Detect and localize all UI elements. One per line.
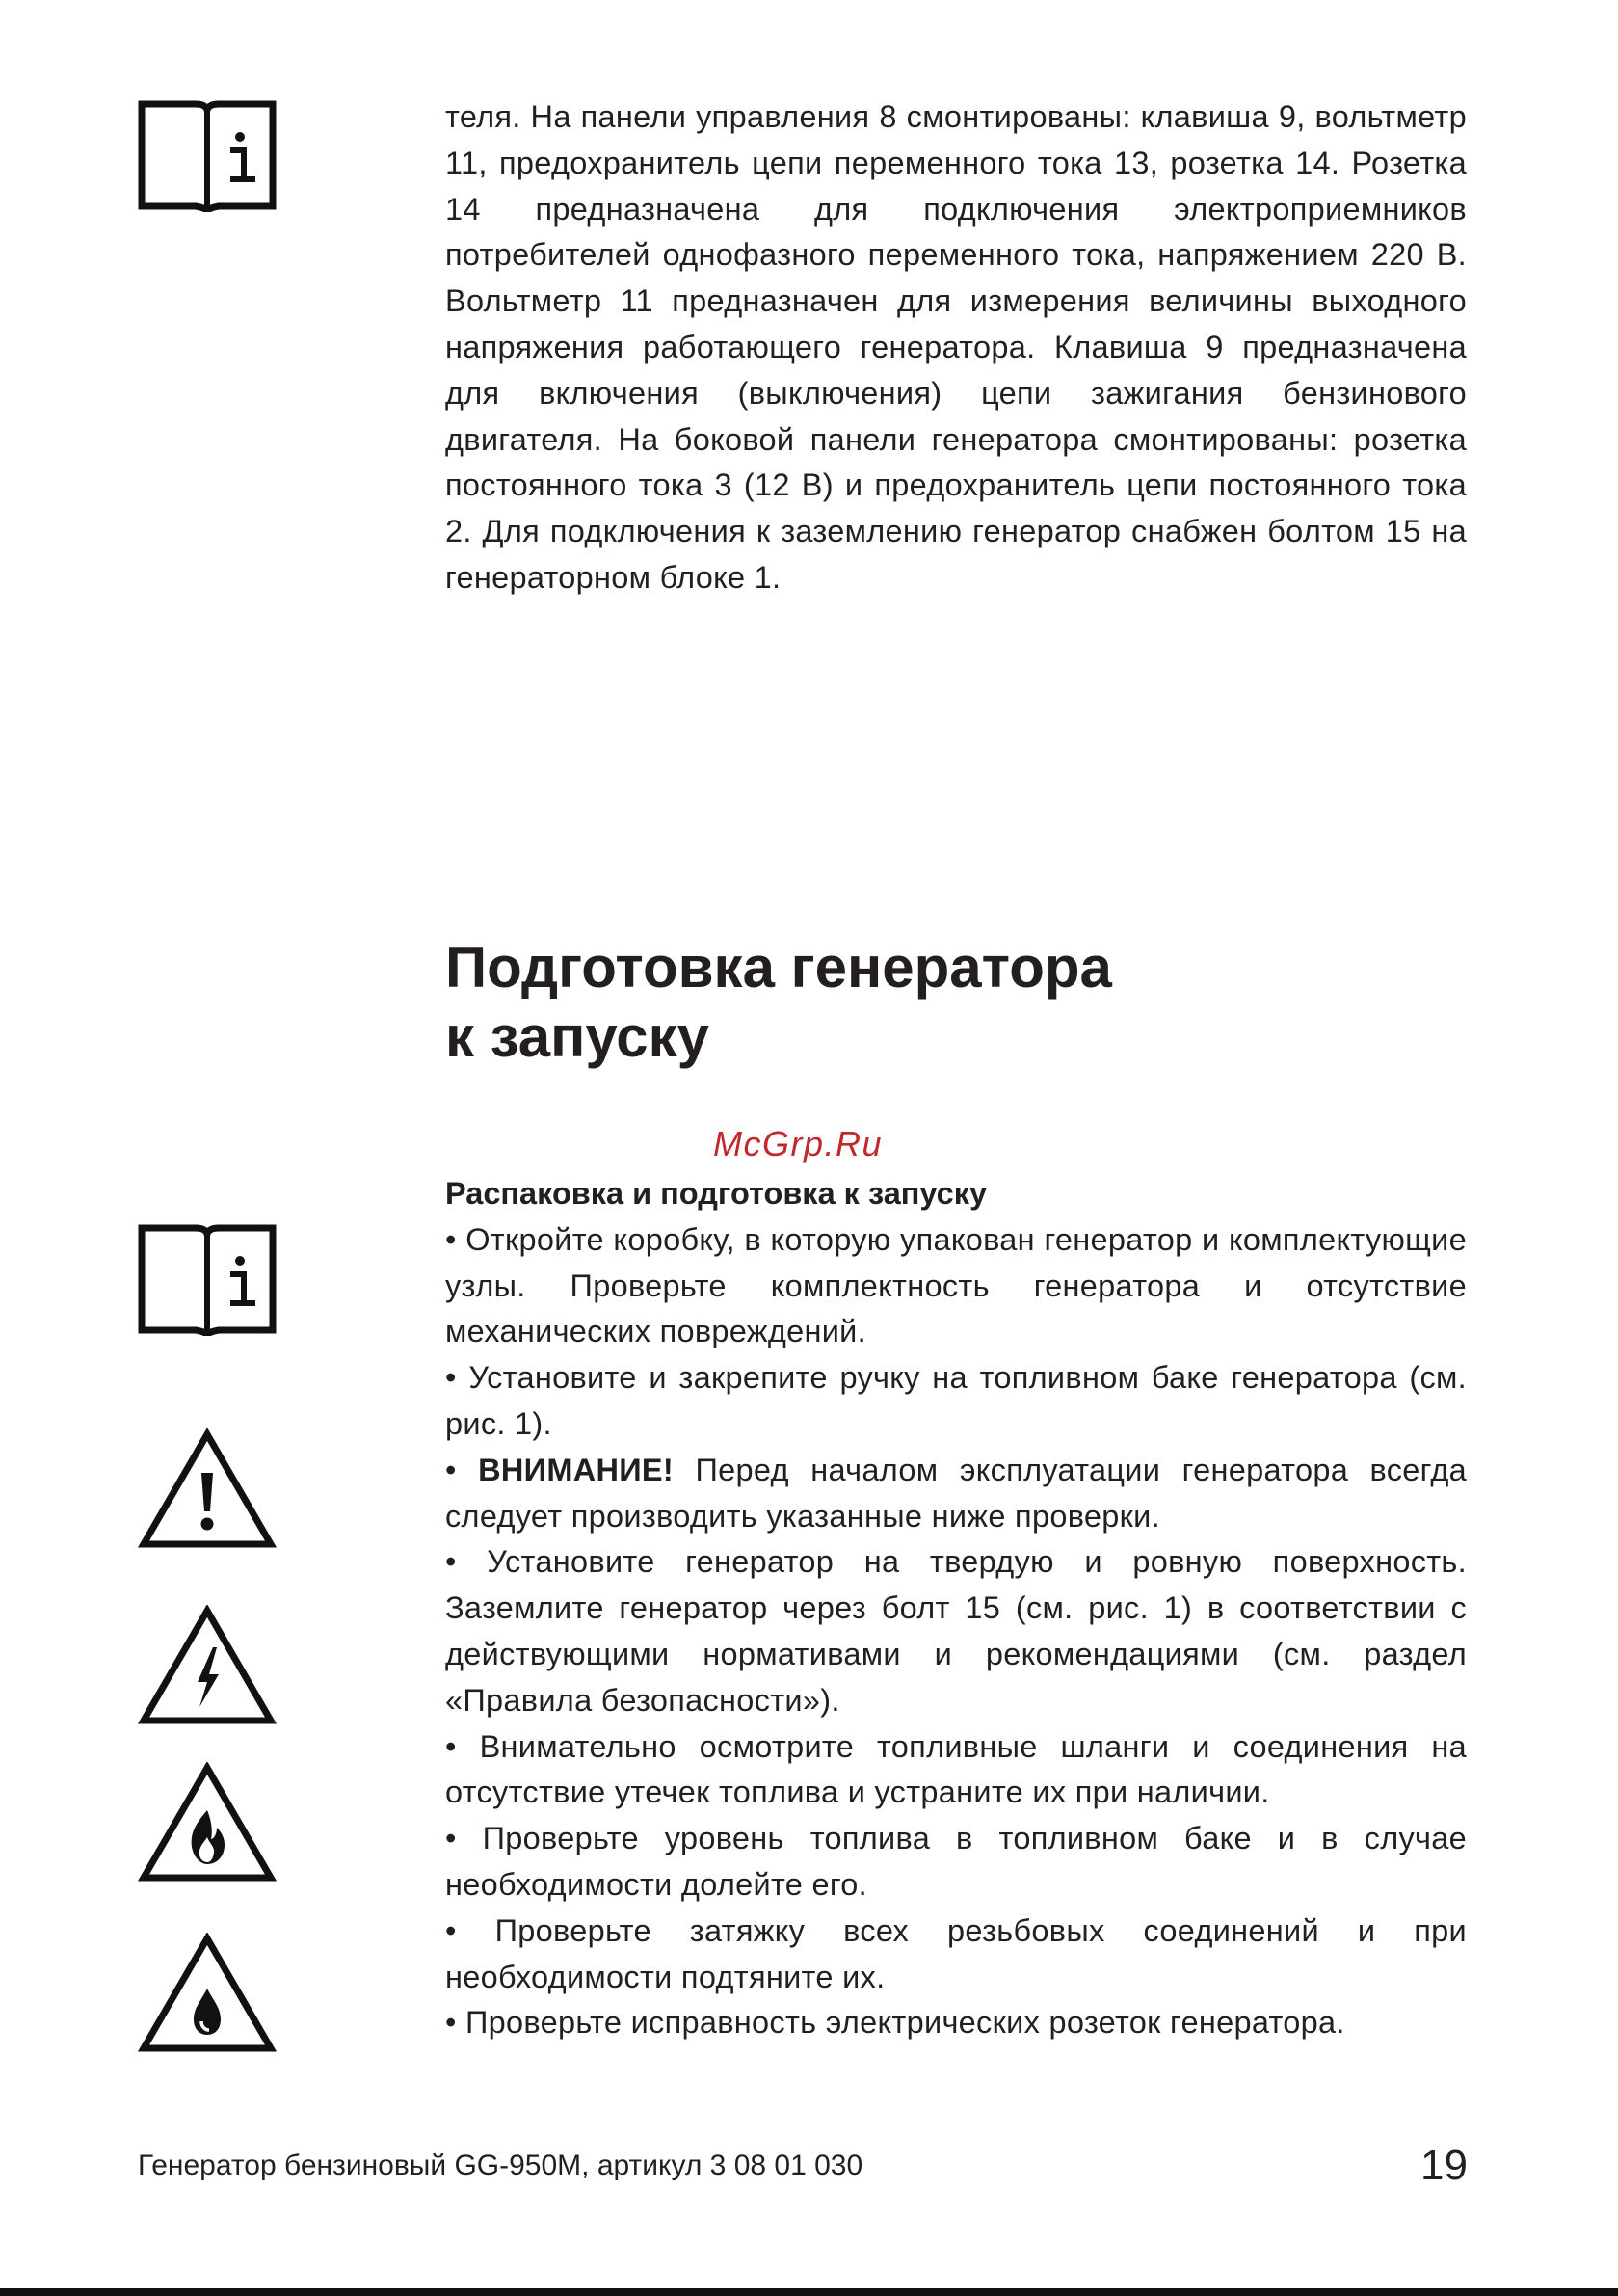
bullet-marker: • bbox=[445, 1452, 479, 1487]
fuel-drop-hazard-icon bbox=[138, 1933, 277, 2054]
bullet-marker: • bbox=[445, 1821, 483, 1856]
list-item bbox=[445, 2000, 1467, 2046]
list-item bbox=[445, 1539, 1467, 1723]
list-item-text: Откройте коробку, в которую упакован генератор и комплектующие узлы. Проверьте комплектность генератора и отсутствие механических повреждений. bbox=[445, 1221, 1467, 1349]
section-title-line-1: Подготовка генератора bbox=[445, 935, 1112, 1000]
list-item bbox=[445, 1816, 1467, 1909]
footer-product: Генератор бензиновый GG-950M, артикул 3 08 01 030 bbox=[138, 2149, 863, 2181]
list-item bbox=[445, 1724, 1467, 1817]
electric-hazard-icon bbox=[138, 1605, 277, 1726]
intro-paragraph: теля. На панели управления 8 смонтированы: клавиша 9, вольтметр 11, предохранитель цепи переменного тока 13, розетка 14. Розетка 14 предназначена для подключения электроприемников потребителей однофазного переменного тока, напряжением 220 В. Вольтметр 11 предназначен для измерения величины выходного напряжения работающего генератора. Клавиша 9 предназначена для включения (выключения) цепи зажигания бензинового двигателя. На боковой панели генератора смонтированы: розетка постоянного тока 3 (12 В) и предохранитель цепи постоянного тока 2. Для подключения к заземлению генератор снабжен болтом 15 на генераторном блоке 1. bbox=[445, 99, 1467, 595]
list-item bbox=[445, 1355, 1467, 1448]
fire-hazard-icon bbox=[138, 1762, 277, 1883]
info-book-icon bbox=[138, 1224, 277, 1336]
page-number: 19 bbox=[1420, 2142, 1468, 2189]
list-item-text: Проверьте исправность электрических розеток генератора. bbox=[465, 2005, 1345, 2041]
watermark: McGrp.Ru bbox=[713, 1124, 884, 1163]
bullet-marker: • bbox=[445, 1221, 466, 1257]
list-item-text: Установите и закрепите ручку на топливном баке генератора (см. рис. 1). bbox=[445, 1360, 1467, 1441]
bullet-marker: • bbox=[445, 1912, 495, 1948]
warning-exclamation-icon bbox=[138, 1428, 277, 1550]
list-item-text: Проверьте уровень топлива в топливном баке и в случае необходимости долейте его. bbox=[445, 1821, 1467, 1902]
bullet-marker: • bbox=[445, 1360, 469, 1396]
bullet-marker: • bbox=[445, 1544, 488, 1580]
list-item-text: Установите генератор на твердую и ровную поверхность. Заземлите генератор через болт 15 (см. рис. 1) в соответствии с действующими нормативами и рекомендациями (см. раздел «Правила безопасности»). bbox=[445, 1544, 1467, 1718]
bullet-marker: • bbox=[445, 1728, 480, 1764]
info-book-icon bbox=[138, 100, 277, 212]
bold-label: ВНИМАНИЕ! bbox=[478, 1452, 675, 1487]
subheading: Распаковка и подготовка к запуску bbox=[445, 1176, 988, 1211]
top-text-block bbox=[445, 94, 1467, 601]
bullet-marker: • bbox=[445, 2005, 466, 2041]
list-item bbox=[445, 1909, 1467, 2001]
list-item bbox=[445, 1217, 1467, 1355]
list-item bbox=[445, 1448, 1467, 1540]
bullet-list bbox=[445, 1217, 1467, 2046]
bottom-rule bbox=[0, 2288, 1618, 2296]
section-title-line-2: к запуску bbox=[445, 1004, 709, 1069]
list-item-text: Проверьте затяжку всех резьбовых соединений и при необходимости подтяните их. bbox=[445, 1912, 1467, 1994]
section-body bbox=[445, 1171, 1467, 2046]
section-title bbox=[445, 933, 1505, 1072]
list-item-text: Перед началом эксплуатации генератора всегда следует производить указанные ниже проверки. bbox=[445, 1452, 1467, 1534]
list-item-text: Внимательно осмотрите топливные шланги и соединения на отсутствие утечек топлива и устраните их при наличии. bbox=[445, 1728, 1467, 1810]
